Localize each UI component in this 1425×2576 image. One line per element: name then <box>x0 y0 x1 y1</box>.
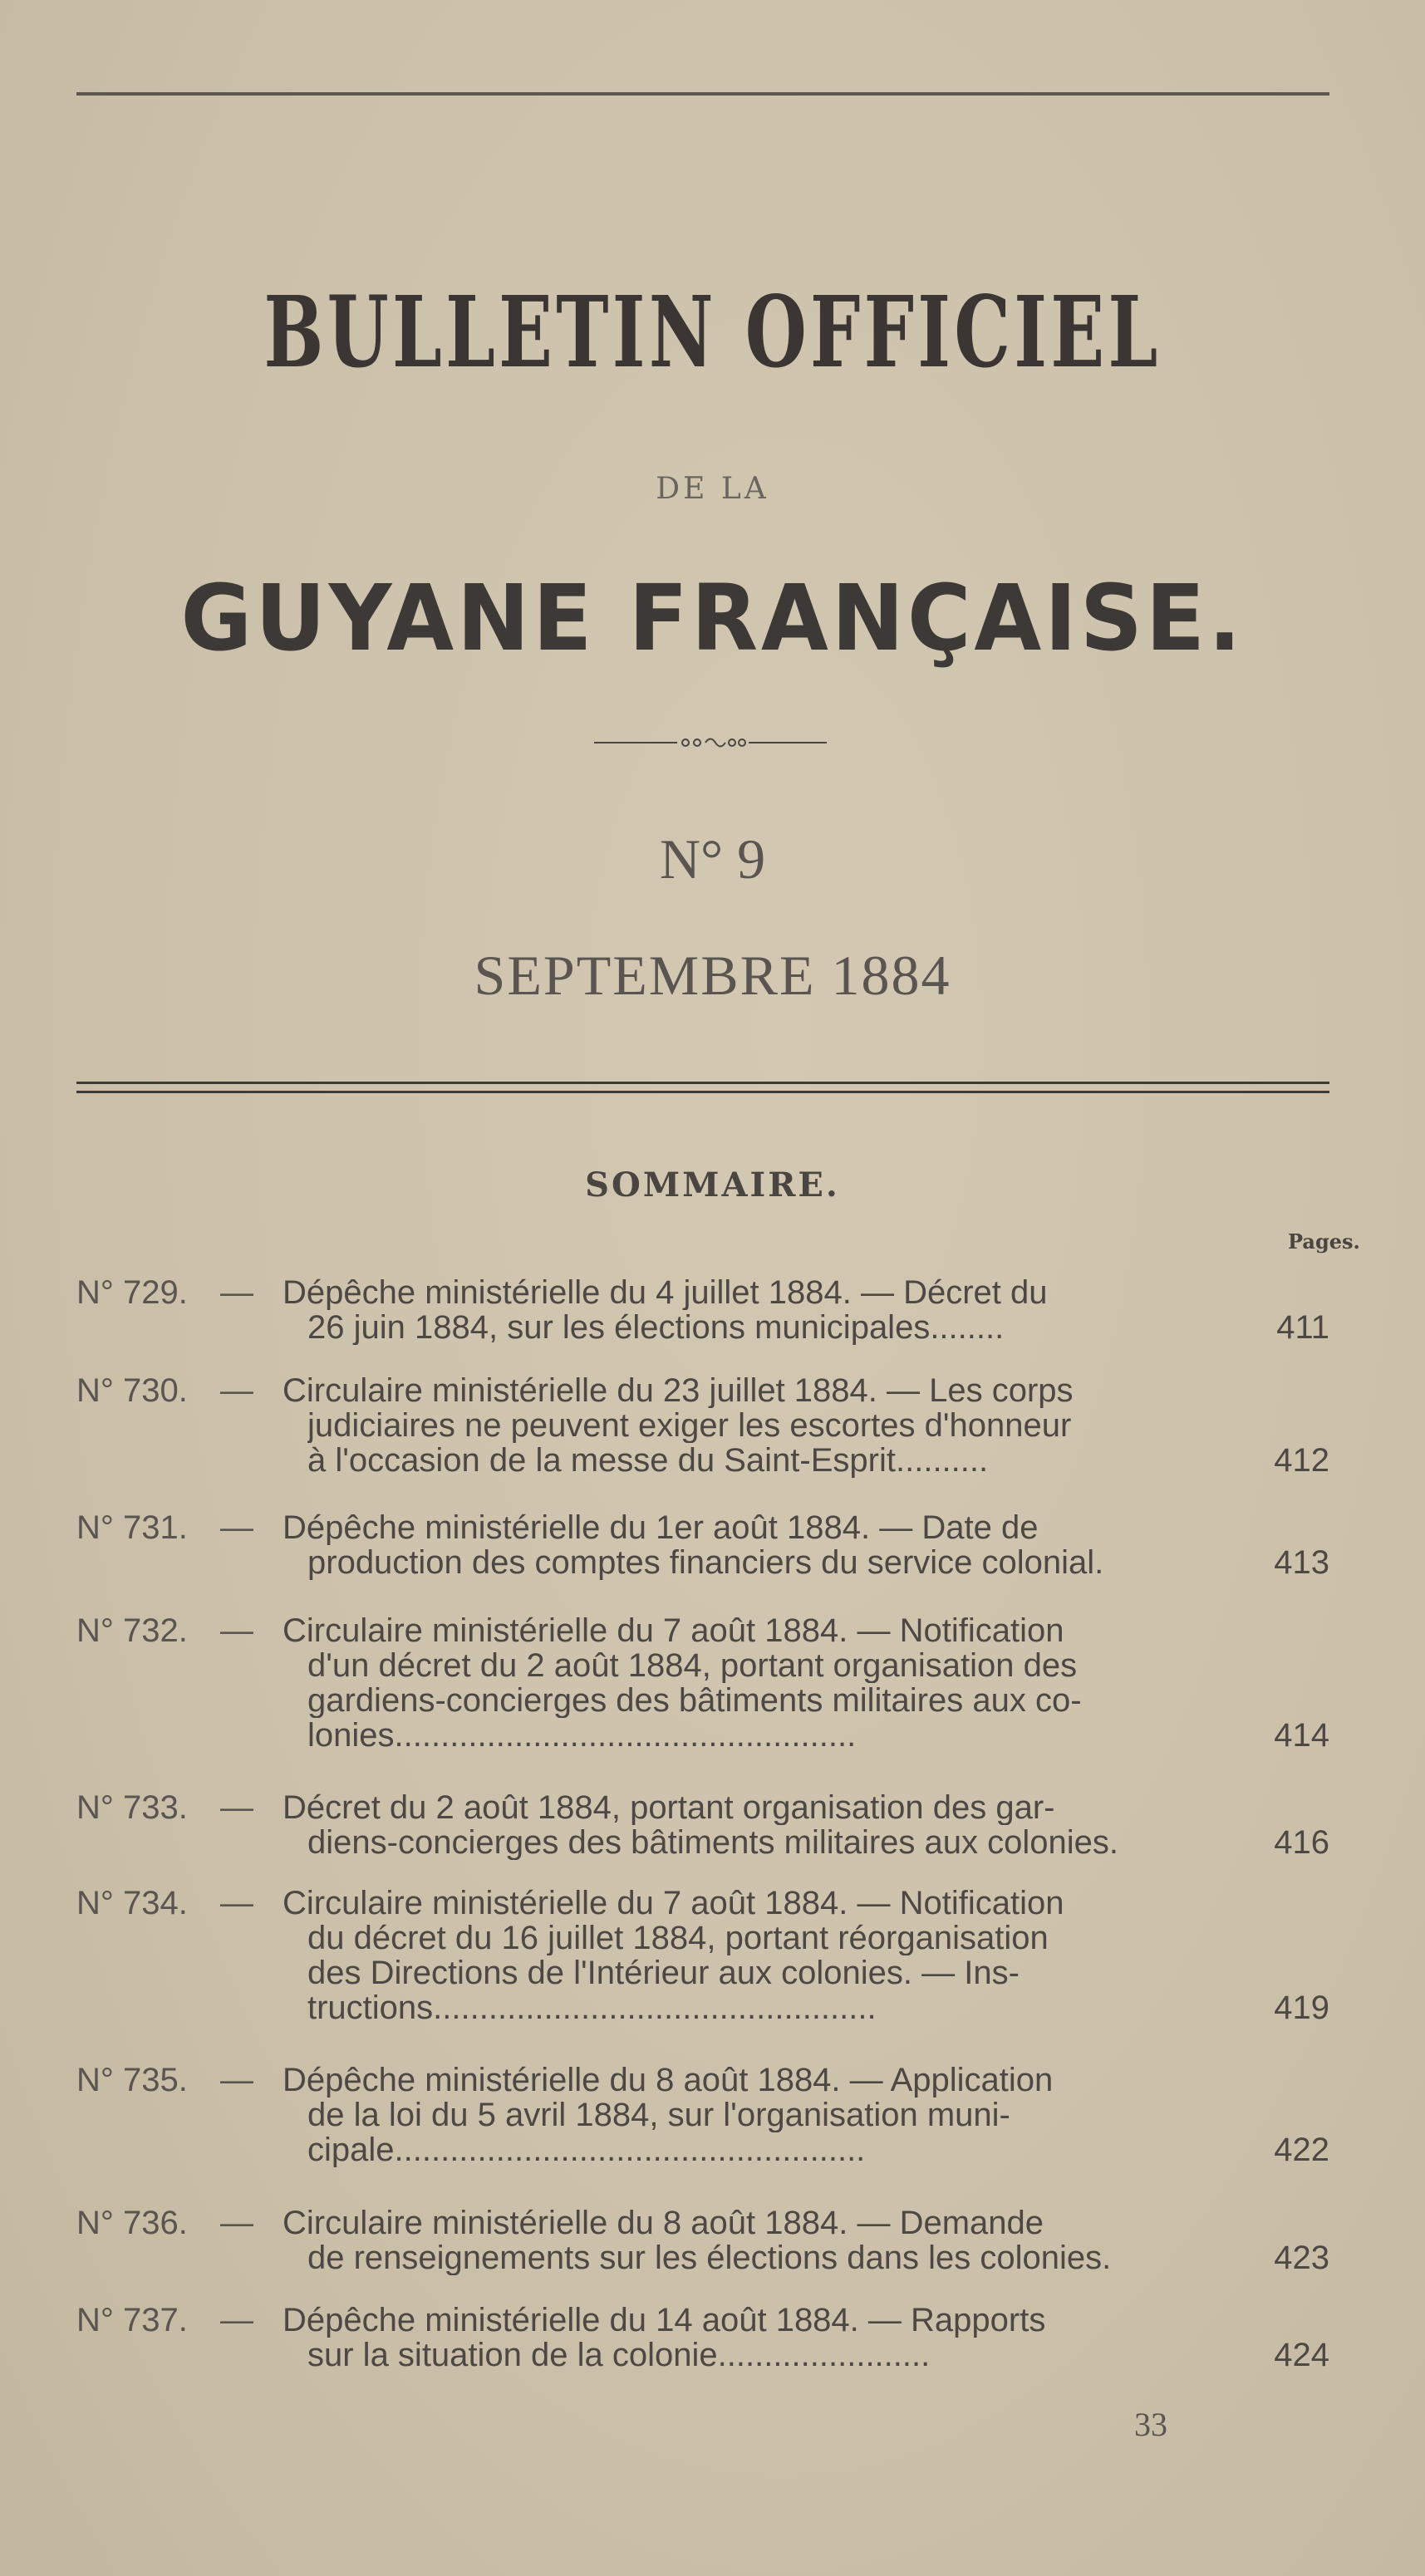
toc-entry-text-line: Circulaire ministérielle du 7 août 1884. — Notification <box>283 1613 1064 1648</box>
toc-entry-text-line: tructions................................................ <box>307 1990 877 2025</box>
toc-entry-page: 419 <box>1274 1990 1329 2026</box>
toc-entry-text-line: des Directions de l'Intérieur aux colonies. — Ins- <box>307 1955 1020 1990</box>
toc-entry-dash: — <box>220 1789 253 1826</box>
toc-entry-number: N° 730. <box>76 1372 188 1409</box>
toc-entry-dash: — <box>220 1372 253 1409</box>
toc-entry-text-line: de la loi du 5 avril 1884, sur l'organisation muni- <box>307 2098 1010 2132</box>
toc-entry-text-line: production des comptes financiers du service colonial. <box>307 1545 1104 1580</box>
toc-entry-page: 422 <box>1274 2132 1329 2168</box>
top-rule <box>76 92 1329 96</box>
toc-entry-page: 424 <box>1274 2337 1329 2373</box>
bulletin-title: BULLETIN OFFICIEL <box>263 274 1162 390</box>
toc-entry-dash: — <box>220 2302 253 2338</box>
toc-entry-text-line: lonies.................................................. <box>307 1718 857 1753</box>
toc-entry-number: N° 732. <box>76 1612 188 1649</box>
toc-entry-text-line: de renseignements sur les élections dans les colonies. <box>307 2240 1112 2275</box>
toc-entry-text-line: Circulaire ministérielle du 23 juillet 1884. — Les corps <box>283 1373 1074 1408</box>
toc-entry-text-line: d'un décret du 2 août 1884, portant organisation des <box>307 1648 1078 1683</box>
toc-entry-dash: — <box>220 1612 253 1649</box>
toc-entry-text-line: Dépêche ministérielle du 4 juillet 1884. — Décret du <box>283 1275 1048 1310</box>
toc-entry-text-line: Dépêche ministérielle du 14 août 1884. — Rapports <box>283 2303 1046 2338</box>
toc-entry-text-line: Dépêche ministérielle du 8 août 1884. — Application <box>283 2063 1054 2098</box>
toc-entry-page: 411 <box>1276 1309 1329 1346</box>
territory-title: GUYANE FRANÇAISE. <box>180 565 1245 671</box>
toc-entry-text-line: 26 juin 1884, sur les élections municipales........ <box>307 1310 1005 1345</box>
toc-entry-page: 423 <box>1274 2240 1329 2276</box>
toc-entry-page: 412 <box>1274 1442 1329 1479</box>
toc-entry-text-line: Dépêche ministérielle du 1er août 1884. — Date de <box>283 1510 1039 1545</box>
contents-heading: SOMMAIRE. <box>585 1165 840 1205</box>
toc-entry-dash: — <box>220 1274 253 1311</box>
toc-entry-page: 414 <box>1274 1717 1329 1754</box>
page-number: 33 <box>1134 2406 1167 2443</box>
issue-number: N° 9 <box>659 827 766 891</box>
issue-date: SEPTEMBRE 1884 <box>474 944 951 1007</box>
toc-entry-number: N° 733. <box>76 1789 188 1826</box>
toc-entry-text-line: sur la situation de la colonie....................... <box>307 2338 931 2372</box>
toc-entry-page: 416 <box>1274 1824 1329 1861</box>
pages-column-label: Pages. <box>1288 1229 1360 1254</box>
toc-entry-dash: — <box>220 2205 253 2241</box>
toc-entry-number: N° 731. <box>76 1509 188 1546</box>
toc-entry-text-line: Décret du 2 août 1884, portant organisation des gar- <box>283 1790 1055 1825</box>
toc-entry-text-line: cipale................................................... <box>307 2132 866 2167</box>
toc-entry-text-line: à l'occasion de la messe du Saint-Esprit.......... <box>307 1443 989 1478</box>
toc-entry-page: 413 <box>1274 1544 1329 1581</box>
toc-entry-text-line: du décret du 16 juillet 1884, portant réorganisation <box>307 1921 1049 1955</box>
bulletin-subtitle: DE LA <box>656 472 769 506</box>
toc-entry-number: N° 735. <box>76 2062 188 2098</box>
toc-entry-text-line: Circulaire ministérielle du 7 août 1884. — Notification <box>283 1886 1064 1921</box>
toc-entry-dash: — <box>220 1885 253 1921</box>
section-rule <box>76 1082 1329 1093</box>
toc-entry-dash: — <box>220 1509 253 1546</box>
toc-entry-number: N° 729. <box>76 1274 188 1311</box>
toc-entry-text-line: diens-concierges des bâtiments militaires aux colonies. <box>307 1825 1119 1860</box>
ornament-divider <box>594 734 827 751</box>
toc-entry-dash: — <box>220 2062 253 2098</box>
toc-entry-number: N° 736. <box>76 2205 188 2241</box>
toc-entry-text-line: gardiens-concierges des bâtiments militaires aux co- <box>307 1683 1082 1718</box>
toc-entry-text-line: judiciaires ne peuvent exiger les escortes d'honneur <box>307 1408 1072 1443</box>
toc-entry-number: N° 734. <box>76 1885 188 1921</box>
toc-entry-text-line: Circulaire ministérielle du 8 août 1884. — Demande <box>283 2206 1044 2240</box>
toc-entry-number: N° 737. <box>76 2302 188 2338</box>
